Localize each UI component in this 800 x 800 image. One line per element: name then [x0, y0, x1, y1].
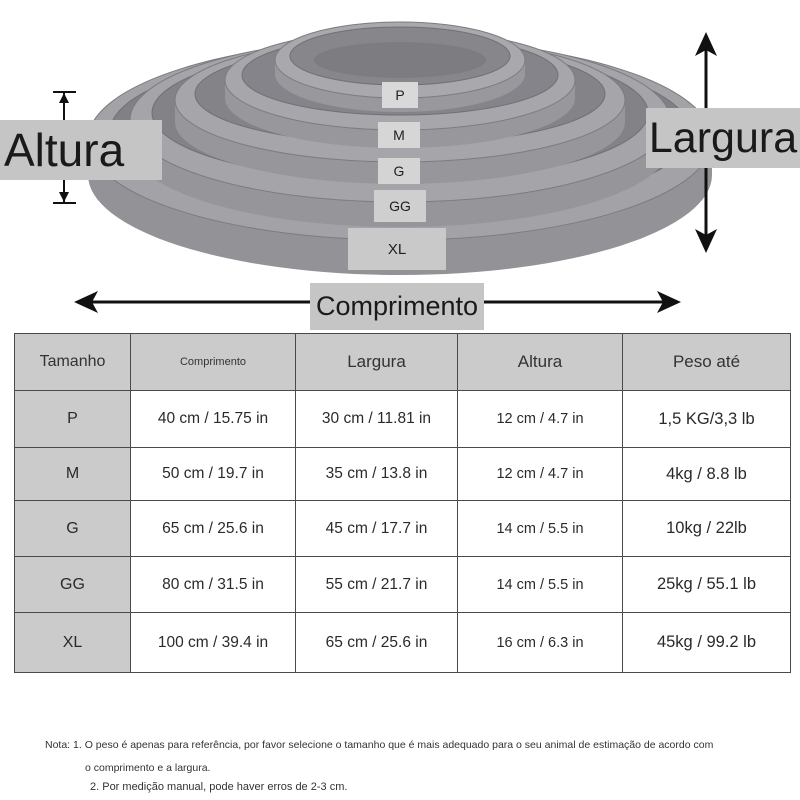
table-row: [15, 613, 791, 673]
width-label: Largura: [646, 108, 800, 168]
length-cell: 40 cm / 15.75 in: [131, 391, 296, 448]
length-cell: 65 cm / 25.6 in: [131, 501, 296, 557]
size-tag-gg: GG: [374, 190, 426, 222]
size-cell: P: [15, 391, 131, 448]
size-tag-xl: XL: [348, 228, 446, 270]
table-header-row: [15, 334, 791, 391]
width-cell: 35 cm / 13.8 in: [296, 448, 458, 501]
size-cell: XL: [15, 613, 131, 673]
header-length: Comprimento: [131, 334, 296, 391]
length-label: Comprimento: [310, 283, 484, 330]
size-cell: GG: [15, 557, 131, 613]
size-tag-m: M: [378, 122, 420, 148]
max-weight-cell: 25kg / 55.1 lb: [623, 557, 791, 613]
table-row: [15, 391, 791, 448]
max-weight-cell: 10kg / 22lb: [623, 501, 791, 557]
height-label: Altura: [0, 120, 162, 180]
note-line-3: 2. Por medição manual, pode haver erros de 2-3 cm.: [90, 781, 348, 793]
header-max-weight: Peso até: [623, 334, 791, 391]
width-cell: 55 cm / 21.7 in: [296, 557, 458, 613]
size-cell: M: [15, 448, 131, 501]
table-row: [15, 557, 791, 613]
table-row: [15, 448, 791, 501]
length-cell: 100 cm / 39.4 in: [131, 613, 296, 673]
note-line-2: o comprimento e a largura.: [85, 762, 211, 774]
size-tag-p: P: [382, 82, 418, 108]
header-height: Altura: [458, 334, 623, 391]
length-cell: 50 cm / 19.7 in: [131, 448, 296, 501]
table-row: [15, 501, 791, 557]
width-cell: 65 cm / 25.6 in: [296, 613, 458, 673]
size-cell: G: [15, 501, 131, 557]
max-weight-cell: 4kg / 8.8 lb: [623, 448, 791, 501]
size-table: [14, 333, 791, 673]
height-cell: 14 cm / 5.5 in: [458, 501, 623, 557]
width-cell: 30 cm / 11.81 in: [296, 391, 458, 448]
note-line-1: Nota: 1. O peso é apenas para referência, por favor selecione o tamanho que é mais adequado para o seu animal de estimação de acordo com: [45, 739, 714, 751]
max-weight-cell: 45kg / 99.2 lb: [623, 613, 791, 673]
height-cell: 16 cm / 6.3 in: [458, 613, 623, 673]
width-cell: 45 cm / 17.7 in: [296, 501, 458, 557]
length-cell: 80 cm / 31.5 in: [131, 557, 296, 613]
size-tag-g: G: [378, 158, 420, 184]
height-cell: 12 cm / 4.7 in: [458, 391, 623, 448]
header-width: Largura: [296, 334, 458, 391]
max-weight-cell: 1,5 KG/3,3 lb: [623, 391, 791, 448]
header-size: Tamanho: [15, 334, 131, 391]
height-cell: 12 cm / 4.7 in: [458, 448, 623, 501]
height-cell: 14 cm / 5.5 in: [458, 557, 623, 613]
